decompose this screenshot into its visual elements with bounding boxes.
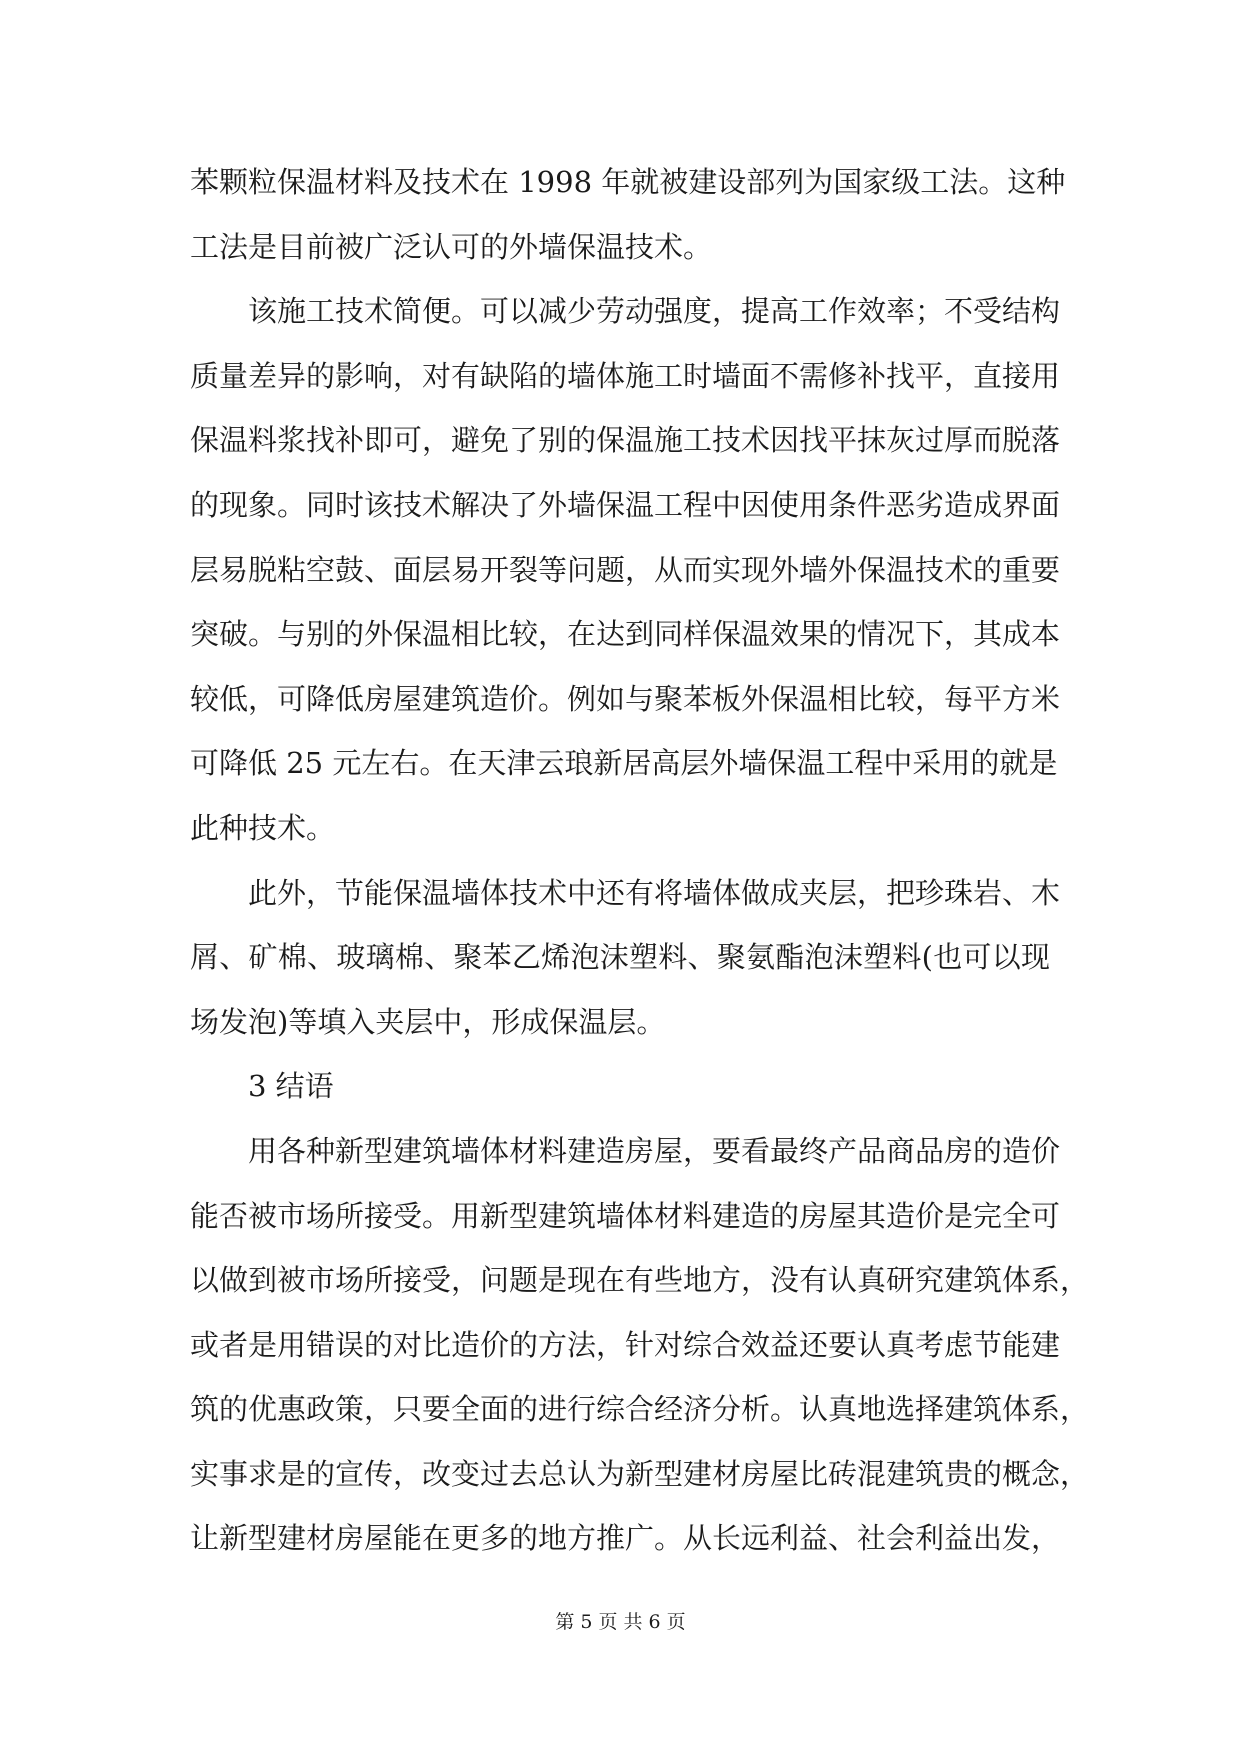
- text-line: 此外，节能保温墙体技术中还有将墙体做成夹层，把珍珠岩、木: [248, 875, 1061, 910]
- text-line: 能否被市场所接受。用新型建筑墙体材料建造的房屋其造价是完全可: [190, 1198, 1061, 1233]
- text-line: 突破。与别的外保温相比较，在达到同样保温效果的情况下，其成本: [190, 617, 1061, 652]
- text-line: 用各种新型建筑墙体材料建造房屋，要看最终产品商品房的造价: [248, 1133, 1061, 1168]
- text-line: 工法是目前被广泛认可的外墙保温技术。: [190, 229, 713, 264]
- body-text: [190, 150, 1090, 1571]
- text-line: 质量差异的影响，对有缺陷的墙体施工时墙面不需修补找平，直接用: [190, 358, 1061, 393]
- text-line: 此种技术。: [190, 810, 336, 845]
- text-line: 该施工技术简便。可以减少劳动强度，提高工作效率；不受结构: [248, 294, 1061, 329]
- text-line: 较低，可降低房屋建筑造价。例如与聚苯板外保温相比较，每平方米: [190, 681, 1061, 716]
- text-line: 或者是用错误的对比造价的方法，针对综合效益还要认真考虑节能建: [190, 1327, 1061, 1362]
- text-line: 以做到被市场所接受，问题是现在有些地方，没有认真研究建筑体系，: [190, 1263, 1090, 1298]
- text-line: 苯颗粒保温材料及技术在 1998 年就被建设部列为国家级工法。这种: [190, 165, 1066, 199]
- text-line: 可降低 25 元左右。在天津云琅新居高层外墙保温工程中采用的就是: [190, 746, 1058, 781]
- text-line: 让新型建材房屋能在更多的地方推广。从长远利益、社会利益出发，: [190, 1521, 1061, 1556]
- page-footer: 第 5 页 共 6 页: [555, 1611, 686, 1633]
- text-line: 筑的优惠政策，只要全面的进行综合经济分析。认真地选择建筑体系，: [190, 1392, 1090, 1427]
- section-heading: 3 结语: [248, 1069, 334, 1104]
- text-line: 层易脱粘空鼓、面层易开裂等问题，从而实现外墙外保温技术的重要: [190, 552, 1061, 587]
- text-line: 保温料浆找补即可，避免了别的保温施工技术因找平抹灰过厚而脱落: [190, 423, 1061, 458]
- text-line: 场发泡)等填入夹层中，形成保温层。: [190, 1004, 666, 1039]
- text-line: 的现象。同时该技术解决了外墙保温工程中因使用条件恶劣造成界面: [190, 487, 1061, 522]
- text-line: 实事求是的宣传，改变过去总认为新型建材房屋比砖混建筑贵的概念，: [190, 1456, 1090, 1491]
- text-line: 屑、矿棉、玻璃棉、聚苯乙烯泡沫塑料、聚氨酯泡沫塑料(也可以现: [190, 940, 1050, 975]
